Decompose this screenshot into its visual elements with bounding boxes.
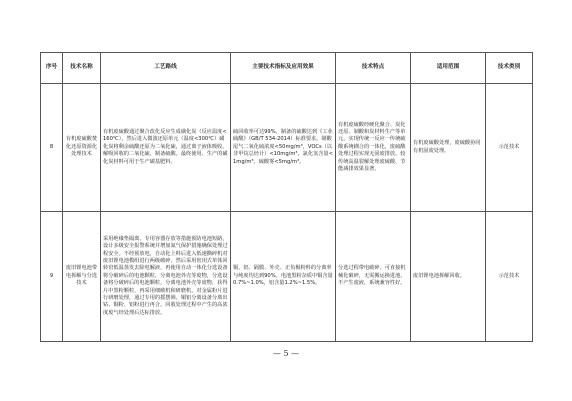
table-header-row — [41, 53, 533, 84]
table-row — [41, 84, 533, 212]
header-seq: 序号 — [41, 53, 63, 84]
cell-category: 示范技术 — [486, 212, 533, 342]
cell-category: 示范技术 — [486, 84, 533, 212]
page-number: — 5 — — [272, 349, 300, 358]
cell-name: 废旧锂电池带电拆解与分选技术 — [63, 212, 101, 342]
cell-features: 分选过程带电破碎，可直接机械化破碎，无需搬运换进池，不产生废液，系统兼容性好。 — [336, 212, 411, 342]
table-row — [41, 212, 533, 342]
cell-name: 有机废硫酸焚化还原资源化处理技术 — [63, 84, 101, 212]
header-features: 技术特点 — [336, 53, 411, 84]
cell-seq: 9 — [41, 212, 63, 342]
header-category: 技术类别 — [486, 53, 533, 84]
cell-indicators: 铜、铝、隔膜、外壳、正负极粉料的分离率与纯度均达到90%。电池黑粉杂质中铜含量0.7%~1.0%，铝含量1.2%~1.5%。 — [231, 212, 336, 342]
header-process: 工艺路线 — [101, 53, 231, 84]
header-name: 技术名称 — [63, 53, 101, 84]
cell-scope: 有机废硫酸处理，废硫酸协同有机固废处理。 — [411, 84, 486, 212]
cell-scope: 废旧锂电池拆解回收。 — [411, 212, 486, 342]
cell-process: 有机废硫酸通过聚合改化反应生成磺化炭（反应温度<160℃），然后进入微波还原单元（温度<300℃）磺化炭将剩余硫酸还原为二氧化硫，通过离子液体吸收、解吸回收的二氧化硫，制备硫酸。最终使用、生产的磺化炭材料可用于生产碳基肥料。 — [101, 84, 231, 212]
technology-table — [40, 52, 533, 342]
cell-process: 采用绝缘垫隔离、专用容器存放等措施预防电池短路，设计多级安全报警系统并增加氮气保护措施确保处理过程安全。不经预放电，自动化上料后进入低速撕碎机对废旧锂电池模组进行两级破碎，然后采用密闭式单体回转窑低温蒸发去除电解液，再使用自动一体化分选设备将分破碎后的电池颗粒，分离电池外壳等废物，分选设备将分破碎后的电池颗粒，分离电池外壳等废物，获得片中黑粉颗粒，再采用细破机和研磨机，对金属粉片进行研磨处理，通过专用的摇摆筛、铜铝分离设备分离出钴、铜粉、铝粉进行再合。回收处理过程中产生的高浓度废气经处理后达标排放。 — [101, 212, 231, 342]
cell-indicators: 硫回收率可达99%，制备的硫酸达到《工业硫酸》（GB/T 534-2014）标准要求。制酸尾气二氧化硫浓度<50mg/m³，VOCs（以非甲烷总烃计）<10mg/m³，氯化氢含量<1mg/m³，硫酸雾<5mg/m³。 — [231, 84, 336, 212]
cell-features: 有机废硫酸经硬化聚合、炭化还原、制酸和炭材料生产等单元，实现传统一反应一传统硫酸系统耦合的一体化，废硫酸处理过程实现无固废排放。较传统高温裂解处理废硫酸，节能减排效果显著。 — [336, 84, 411, 212]
header-indicators: 主要技术指标及应用效果 — [231, 53, 336, 84]
header-scope: 适用范围 — [411, 53, 486, 84]
cell-seq: 8 — [41, 84, 63, 212]
